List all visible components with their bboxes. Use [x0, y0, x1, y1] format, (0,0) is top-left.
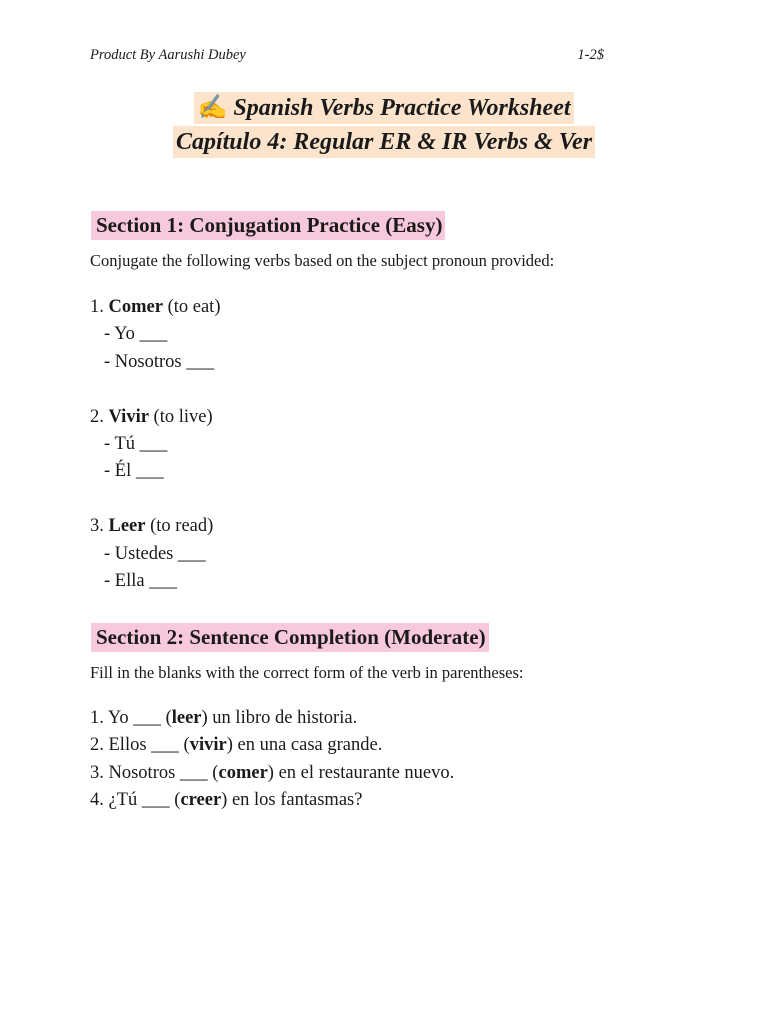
section-2-heading: Section 2: Sentence Completion (Moderate)	[91, 623, 489, 652]
question-line	[90, 294, 220, 321]
verb: comer	[218, 762, 268, 783]
sentence-end: ) en el restaurante nuevo.	[267, 762, 455, 783]
verb: leer	[171, 708, 202, 728]
verb: creer	[180, 790, 222, 811]
sentence-end: ) en los fantasmas?	[221, 790, 363, 811]
worksheet-title	[0, 92, 768, 158]
author-credit: Product By Aarushi Dubey	[90, 47, 246, 63]
sentence-item	[90, 787, 454, 814]
page-header	[90, 47, 604, 64]
page-range: 1-2$	[577, 47, 604, 63]
sentence-start: 4. ¿Tú ___ (	[90, 790, 181, 811]
verb: vivir	[189, 735, 227, 756]
section-2-instructions: Fill in the blanks with the correct form of the verb in parentheses:	[90, 663, 524, 682]
question-2	[90, 404, 220, 486]
sub-item: - Él ___	[104, 461, 164, 482]
section-1-questions	[90, 294, 220, 595]
sentence-start: 1. Yo ___ (	[90, 708, 172, 728]
sentence-item	[90, 705, 454, 732]
question-number: 1.	[90, 297, 104, 317]
sentence-item	[90, 732, 454, 759]
verb: Comer	[108, 297, 163, 317]
verb-meaning: (to eat)	[167, 297, 221, 317]
sentence-end: ) un libro de historia.	[201, 708, 358, 728]
verb-meaning: (to live)	[153, 406, 213, 427]
question-number: 2.	[90, 406, 104, 427]
section-2-questions	[90, 705, 454, 815]
sentence-end: ) en una casa grande.	[226, 735, 383, 756]
question-1	[90, 294, 220, 376]
sentence-start: 3. Nosotros ___ (	[90, 762, 219, 783]
verb: Leer	[108, 516, 146, 537]
sub-item: - Yo ___	[104, 324, 168, 345]
verb: Vivir	[108, 406, 149, 427]
sub-item: - Ella ___	[104, 571, 177, 592]
question-line	[90, 513, 220, 540]
title-line-1	[194, 92, 573, 124]
question-3	[90, 513, 220, 595]
verb-meaning: (to read)	[150, 516, 214, 537]
question-number: 3.	[90, 516, 104, 537]
section-1-instructions: Conjugate the following verbs based on the subject pronoun provided:	[90, 251, 555, 270]
sub-item: - Ustedes ___	[104, 543, 206, 564]
sub-item: - Nosotros ___	[104, 351, 214, 372]
title-line-2: Capítulo 4: Regular ER & IR Verbs & Ver	[173, 126, 595, 158]
title-text: Spanish Verbs Practice Worksheet	[233, 95, 571, 121]
sub-item: - Tú ___	[104, 434, 168, 455]
writing-hand-icon: ✍	[197, 95, 228, 121]
sentence-item	[90, 760, 454, 787]
section-1-heading: Section 1: Conjugation Practice (Easy)	[91, 211, 445, 240]
sentence-start: 2. Ellos ___ (	[90, 735, 190, 756]
question-line	[90, 404, 220, 431]
